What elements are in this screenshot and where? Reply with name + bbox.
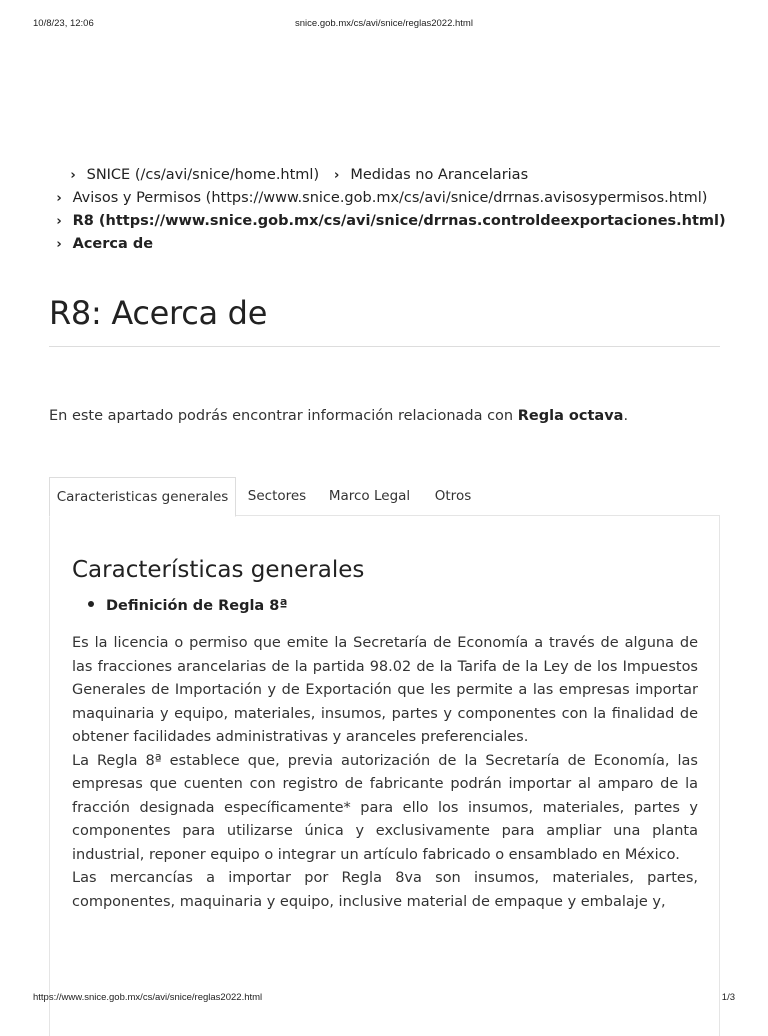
tab-marco-legal[interactable]: Marco Legal	[328, 488, 411, 504]
list-item	[88, 598, 288, 614]
section-body	[72, 632, 698, 914]
chevron-right-icon: ›	[70, 168, 76, 183]
paragraph: Las mercancías a importar por Regla 8va son insumos, materiales, partes, componentes, maquinaria y equipo, inclusive material de empaque y embalaje y,	[72, 870, 698, 910]
bullet-icon	[88, 601, 94, 607]
breadcrumb-row	[50, 187, 730, 210]
intro-text-end: .	[623, 408, 629, 424]
bullet-label: Definición de Regla 8ª	[106, 598, 288, 614]
page-number: 1/3	[721, 992, 735, 1003]
paragraph: Es la licencia o permiso que emite la Secretaría de Economía a través de alguna de las fracciones arancelarias de la partida 98.02 de la Tarifa de la Ley de los Impuestos Generales de Importación y de Exportación que les permite a las empresas importar maquinaria y equipo, materiales, insumos, partes y componentes con la finalidad de obtener facilidades administrativas y aranceles preferenciales.	[72, 635, 698, 745]
print-footer	[33, 992, 735, 1006]
tab-caracteristicas-generales[interactable]: Caracteristicas generales	[49, 477, 236, 517]
print-url: snice.gob.mx/cs/avi/snice/reglas2022.html	[295, 18, 473, 29]
intro-text	[49, 408, 628, 424]
intro-text-highlight: Regla octava	[517, 408, 624, 424]
tab-bar	[49, 477, 720, 516]
breadcrumb-row	[50, 233, 730, 256]
chevron-right-icon: ›	[56, 237, 62, 252]
breadcrumb-link-snice[interactable]: SNICE (/cs/avi/snice/home.html)	[86, 167, 320, 183]
section-title: Características generales	[72, 557, 365, 583]
paragraph: La Regla 8ª establece que, previa autorización de la Secretaría de Economía, las empresas que cuenten con registro de fabricante podrán importar al amparo de la fracción designada específicamente* para ello los insumos, materiales, partes y componentes para utilizarse única y exclusivamente para ampliar una planta industrial, reponer equipo o integrar un artículo fabricado o ensamblado en México.	[72, 752, 698, 863]
page-title: R8: Acerca de	[49, 294, 268, 332]
print-footer-url: https://www.snice.gob.mx/cs/avi/snice/reglas2022.html	[33, 992, 263, 1003]
tab-sectores[interactable]: Sectores	[247, 488, 307, 504]
title-divider	[49, 346, 720, 347]
intro-text-body: En este apartado podrás encontrar información relacionada con	[49, 408, 518, 424]
chevron-right-icon: ›	[56, 214, 62, 229]
breadcrumb-link-avisos[interactable]: Avisos y Permisos (https://www.snice.gob.mx/cs/avi/snice/drrnas.avisosypermisos.html)	[72, 190, 708, 206]
breadcrumb-row	[50, 164, 730, 187]
breadcrumb-current: Acerca de	[72, 236, 154, 252]
print-header	[33, 18, 735, 32]
chevron-right-icon: ›	[334, 168, 340, 183]
tab-otros[interactable]: Otros	[434, 488, 472, 504]
print-datetime: 10/8/23, 12:06	[33, 18, 94, 29]
breadcrumb-link-r8[interactable]: R8 (https://www.snice.gob.mx/cs/avi/snice/drrnas.controldeexportaciones.html)	[72, 213, 726, 229]
chevron-right-icon: ›	[56, 191, 62, 206]
breadcrumb-link-medidas[interactable]: Medidas no Arancelarias	[350, 167, 529, 183]
breadcrumb	[50, 164, 730, 256]
breadcrumb-row	[50, 210, 730, 233]
